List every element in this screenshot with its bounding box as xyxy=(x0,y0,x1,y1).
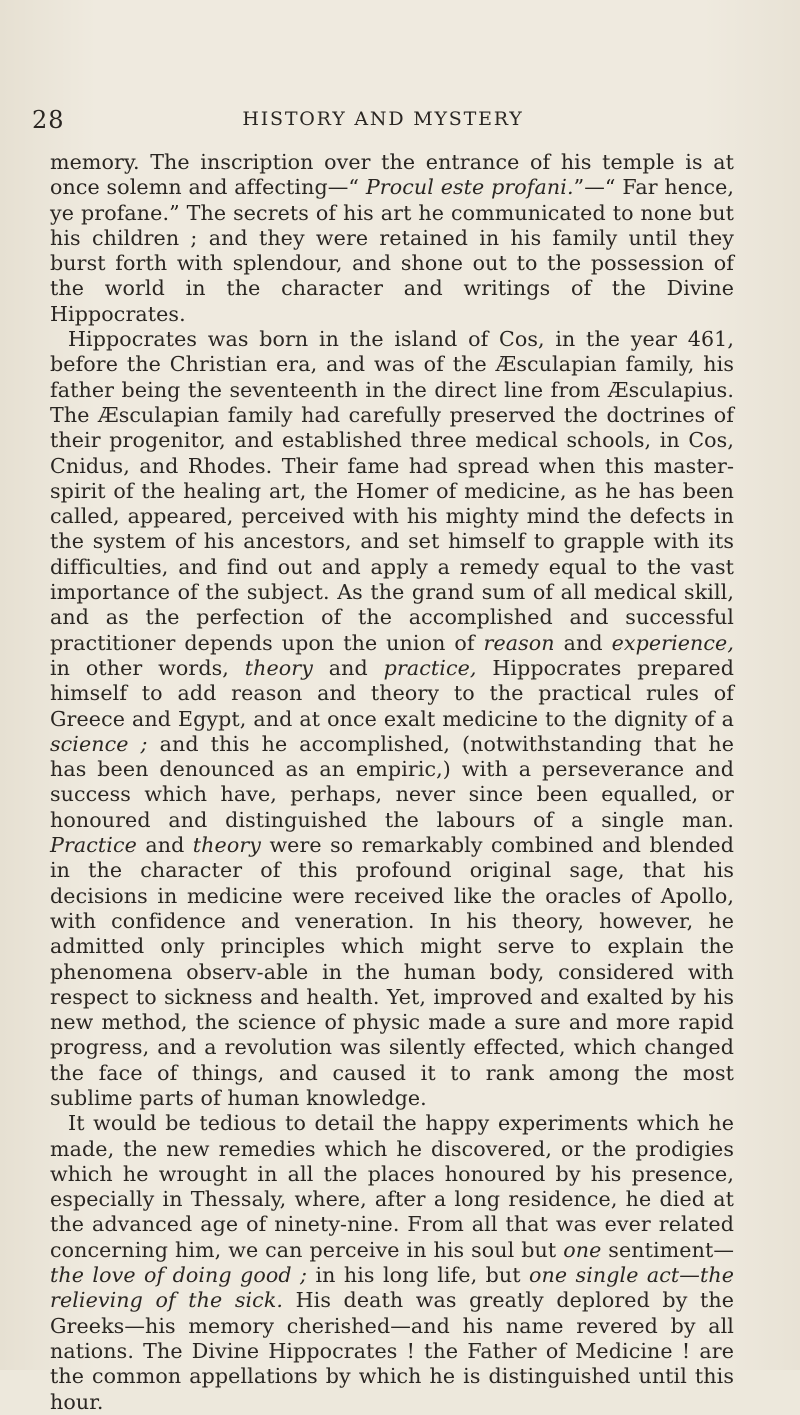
italic-run: Practice xyxy=(50,833,137,858)
italic-run: experience, xyxy=(611,630,734,655)
text-run: It would be tedious to detail the happy experiments which he made, the new remedies which he discovered, or the prodigies which he wrought in all the places honoured by his presence, especially in Thessaly, where, after a long residence, he died at the advanced age of ninety-nine. From all that was ever related concerning him, we can perceive in his soul but xyxy=(50,1111,734,1262)
italic-run: theory xyxy=(192,833,262,858)
paragraph-1 xyxy=(50,150,734,327)
italic-run: the love of doing good ; xyxy=(50,1263,308,1288)
italic-run: reason xyxy=(483,630,555,655)
running-head xyxy=(32,106,734,134)
text-run: in his long life, but xyxy=(307,1263,530,1288)
italic-run: Procul este profani. xyxy=(365,175,574,200)
running-title: HISTORY AND MYSTERY xyxy=(242,108,524,130)
text-run: were so remarkably combined and blended in the character of this profound original sage, that his decisions in medicine were received like the oracles of Apollo, with confidence and veneration. In his theory, however, he admitted only principles which might serve to explain the phenomena observ-able in the human body, considered with respect to sickness and health. Yet, improved and exalted by his new method, the science of physic made a sure and more rapid progress, and a revolution was silently effected, which changed the face of things, and caused it to rank among the most sublime parts of human knowledge. xyxy=(50,833,734,1110)
text-run: and xyxy=(312,655,384,680)
text-run: and xyxy=(136,833,193,858)
page-number: 28 xyxy=(32,106,65,134)
italic-run: science ; xyxy=(50,731,148,756)
italic-run: one xyxy=(563,1237,602,1262)
text-run: in other words, xyxy=(50,655,245,680)
text-run: Hippocrates was born in the island of Cos, in the year 461, before the Christian era, and was of the Æsculapian family, his father being the seventeenth in the direct line from Æsculapius. The Æsculapian family had carefully preserved the doctrines of their progenitor, and established three medical schools, in Cos, Cnidus, and Rhodes. Their fame had spread when this master-spirit of the healing art, the Homer of medicine, as he has been called, appeared, perceived with his mighty mind the defects in the system of his ancestors, and set himself to grapple with its difficulties, and find out and apply a remedy equal to the vast importance of the subject. As the grand sum of all medical skill, and as the perfection of the accomplished and successful practitioner depends upon the union of xyxy=(50,327,734,655)
paragraph-2 xyxy=(50,327,734,1111)
text-run: sentiment— xyxy=(601,1237,735,1262)
text-run: and this he accomplished, (notwithstanding that he has been denounced as an empiric,) with a perseverance and success which have, perhaps, never since been equalled, or honoured and distinguished the labours of a single man. xyxy=(50,731,734,832)
body-text xyxy=(50,150,734,1415)
text-run: and xyxy=(554,630,612,655)
text-run: Hippocrates prepared himself to add reason and theory to the practical rules of Greece and Egypt, and at once exalt medicine to the dignity of a xyxy=(50,655,734,731)
paragraph-3 xyxy=(50,1111,734,1415)
text-run: His death was greatly deplored by the Greeks—his memory cherished—and his name revered by all nations. The Divine Hippocrates ! the Father of Medicine ! are the common appellations by which he is distinguished until this hour. xyxy=(50,1288,734,1414)
italic-run: practice, xyxy=(383,655,477,680)
text-run: ”—“ Far hence, ye profane.” The secrets of his art he communicated to none but his children ; and they were retained in his family until they burst forth with splendour, and shone out to the possession of the world in the character and writings of the Divine Hippocrates. xyxy=(50,175,735,326)
italic-run: theory xyxy=(244,655,313,680)
text-run: memory. The inscription over the entrance of his temple is at once solemn and affecting—“ xyxy=(50,150,734,200)
italic-run: one single act—the relieving of the sick. xyxy=(50,1263,735,1313)
